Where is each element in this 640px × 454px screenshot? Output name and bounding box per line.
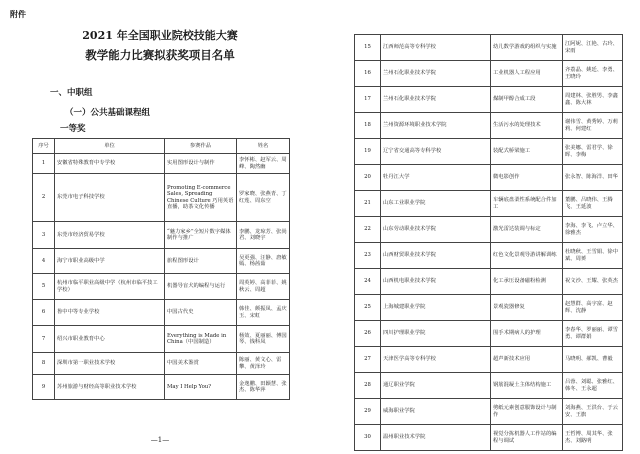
column-header-no: 序号: [33, 139, 55, 154]
row-names: 陈丽、黄文心、雷攀、黄泽玲: [237, 353, 290, 375]
row-number: 20: [355, 165, 381, 191]
document-title-line1: 2021 年全国职业院校技能大赛: [82, 29, 238, 42]
row-number: 17: [355, 87, 381, 113]
row-names: 马晓明、郝凯、曹毅: [563, 347, 623, 373]
row-unit: 温州职业技术学院: [381, 425, 491, 451]
table-row: [33, 326, 290, 353]
row-work: 车辆底盘柔性系统配合件加工: [491, 191, 563, 217]
table-row: [33, 375, 290, 400]
table-row: [355, 243, 623, 269]
row-work: 视觉分拣机器人工作站的编程与调试: [491, 425, 563, 451]
row-work: 红色文化景观导游讲解训练: [491, 243, 563, 269]
row-work: 化工承压设备磁粉检测: [491, 269, 563, 295]
row-names: 张美娜、雷君学、徐晖、李梅: [563, 139, 623, 165]
row-unit: 鲁中中等专业学校: [55, 300, 165, 326]
row-work: 围手术期病人的护理: [491, 321, 563, 347]
table-row: [355, 321, 623, 347]
row-names: 吕蓉、刘聪、张雅红、韩冬、王永超: [563, 373, 623, 399]
row-names: 张永智、陈海洋、田华: [563, 165, 623, 191]
row-names: 董鹏、吕晓伟、王腾飞、王延波: [563, 191, 623, 217]
row-unit: 杭州市临平职业高级中学（杭州市临平技工学校）: [55, 274, 165, 300]
row-number: 6: [33, 300, 55, 326]
row-number: 5: [33, 274, 55, 300]
table-row: [355, 61, 623, 87]
row-names: 谢伟雪、黄秀婷、万莉莉、何建红: [563, 113, 623, 139]
row-names: 韩佳、颜振凤、孟庆玉、宋虹: [237, 300, 290, 326]
row-unit: 江西师范高等专科学校: [381, 35, 491, 61]
table-row: [355, 269, 623, 295]
row-work: 煤制甲醇合成工段: [491, 87, 563, 113]
row-names: 王哲博、周其华、张杰、刘路明: [563, 425, 623, 451]
row-number: 28: [355, 373, 381, 399]
row-names: 李怀彬、赵军云、周峰、陶然幽: [237, 154, 290, 174]
row-work: 装配式桥梁施工: [491, 139, 563, 165]
document-title-line2: 教学能力比赛拟获奖项目名单: [85, 48, 235, 62]
row-names: 齐荔晶、姚廷、李勇、王晓玲: [563, 61, 623, 87]
row-work: 钢筋混凝土主体结构施工: [491, 373, 563, 399]
row-unit: 深圳市第一职业技术学校: [55, 353, 165, 375]
row-number: 8: [33, 353, 55, 375]
row-unit: 通辽职业学院: [381, 373, 491, 399]
table-row: [33, 274, 290, 300]
row-work: 剪纸元素创意服饰设计与制作: [491, 399, 563, 425]
row-unit: 山东工业职业学院: [381, 191, 491, 217]
row-unit: 海宁市职业高级中学: [55, 249, 165, 274]
row-work: 超声新技术应用: [491, 347, 563, 373]
row-unit: 东莞市经济贸易学校: [55, 222, 165, 249]
left-award-table: [32, 138, 290, 400]
row-number: 7: [33, 326, 55, 353]
row-unit: 上海城建职业学院: [381, 295, 491, 321]
row-number: 4: [33, 249, 55, 274]
attachment-label: 附件: [10, 9, 26, 19]
row-number: 27: [355, 347, 381, 373]
right-award-table: [354, 34, 623, 451]
row-number: 24: [355, 269, 381, 295]
row-work: 生活污水的处理技术: [491, 113, 563, 139]
row-names: 赵慧群、高宇富、赵辉、沈静: [563, 295, 623, 321]
row-unit: 辽宁省交通高等专科学校: [381, 139, 491, 165]
row-names: 刘海燕、王洪台、于云安、王旗: [563, 399, 623, 425]
row-work: “魅力家乡”全短片数字媒体制作与推广: [165, 222, 237, 249]
table-row: [355, 191, 623, 217]
table-row: [355, 217, 623, 243]
row-names: 李春华、罗丽丽、谭雪勇、谭群娟: [563, 321, 623, 347]
row-work: 旅程图形设计: [165, 249, 237, 274]
row-unit: 山西机电职业技术学院: [381, 269, 491, 295]
row-number: 21: [355, 191, 381, 217]
row-work: 微电影创作: [491, 165, 563, 191]
row-names: 李海、李飞、卢立华、徐雅杰: [563, 217, 623, 243]
row-unit: 威海职业学院: [381, 399, 491, 425]
table-row: [355, 399, 623, 425]
column-header-names: 姓名: [237, 139, 290, 154]
table-row: [355, 425, 623, 451]
row-work: 景观瓷器修复: [491, 295, 563, 321]
table-row: [33, 353, 290, 375]
row-unit: 兰州石化职业技术学院: [381, 61, 491, 87]
row-unit: 牡丹江大学: [381, 165, 491, 191]
row-names: 周英婷、高菲菲、姚秋云、周超: [237, 274, 290, 300]
row-names: 罗家晓、张燕青、丁红莲、周东空: [237, 174, 290, 222]
section-heading: 一、中职组: [50, 88, 93, 98]
table-row: [355, 35, 623, 61]
row-number: 26: [355, 321, 381, 347]
row-names: 杨效、夏丽丽、傅国琴、钱科凤: [237, 326, 290, 353]
row-names: 祝文沙、王耀、张英杰: [563, 269, 623, 295]
row-work: 实用图形设计与制作: [165, 154, 237, 174]
row-unit: 天津医学高等专科学校: [381, 347, 491, 373]
page-number: —1—: [150, 436, 170, 444]
row-number: 9: [33, 375, 55, 400]
table-row: [355, 373, 623, 399]
row-unit: 四川护理职业学院: [381, 321, 491, 347]
column-header-work: 参赛作品: [165, 139, 237, 154]
award-heading: 一等奖: [60, 124, 86, 134]
table-row: [33, 154, 290, 174]
row-work: 中国美术鉴赏: [165, 353, 237, 375]
row-names: 周建林、张胜男、李鑫鑫、陈大林: [563, 87, 623, 113]
table-row: [355, 113, 623, 139]
row-work: 工业机器人工程应用: [491, 61, 563, 87]
row-number: 15: [355, 35, 381, 61]
row-number: 3: [33, 222, 55, 249]
row-names: 吴更强、汪静、唐敏嫣、杨茜茹: [237, 249, 290, 274]
column-header-unit: 单位: [55, 139, 165, 154]
table-row: [355, 139, 623, 165]
row-unit: 山东劳动职业技术学院: [381, 217, 491, 243]
row-names: 杜晓秋、王雪娟、徐中斌、周赟: [563, 243, 623, 269]
row-number: 29: [355, 399, 381, 425]
row-number: 19: [355, 139, 381, 165]
subsection-heading: （一）公共基础课程组: [65, 108, 151, 118]
row-number: 1: [33, 154, 55, 174]
row-unit: 东莞市电子科技学校: [55, 174, 165, 222]
row-number: 2: [33, 174, 55, 222]
row-work: Everything is Made in China（中国制造）: [165, 326, 237, 353]
row-number: 30: [355, 425, 381, 451]
row-number: 22: [355, 217, 381, 243]
row-names: 江阿妮、江艳、古玲、宋雨: [563, 35, 623, 61]
row-number: 18: [355, 113, 381, 139]
row-work: May I Help You?: [165, 375, 237, 400]
row-unit: 兰州石化职业技术学院: [381, 87, 491, 113]
row-unit: 苏州旅游与财经高等职业技术学校: [55, 375, 165, 400]
table-row: [355, 165, 623, 191]
table-row: [33, 174, 290, 222]
row-names: 金逸鹏、田颖慧、张杰、陈华萍: [237, 375, 290, 400]
table-header-row: [33, 139, 290, 154]
row-work: 机器导盲犬的编程与运行: [165, 274, 237, 300]
row-work: 幼儿数学游戏的组织与实施: [491, 35, 563, 61]
row-number: 16: [355, 61, 381, 87]
right-page: [320, 0, 640, 454]
table-row: [355, 347, 623, 373]
table-row: [355, 295, 623, 321]
row-unit: 安徽省特殊教育中专学校: [55, 154, 165, 174]
table-row: [355, 87, 623, 113]
row-work: 激光雷达装调与标定: [491, 217, 563, 243]
row-names: 李鹏、龙琼芳、张尚君、刘晓宇: [237, 222, 290, 249]
row-work: Promoting E-commerce Sales, Spreading Chinese Culture 巧用英语直播，助茶文化传播: [165, 174, 237, 222]
table-row: [33, 300, 290, 326]
row-unit: 山西财贸职业技术学院: [381, 243, 491, 269]
table-row: [33, 222, 290, 249]
table-row: [33, 249, 290, 274]
row-work: 中国古代史: [165, 300, 237, 326]
row-unit: 绍兴市职业教育中心: [55, 326, 165, 353]
row-number: 23: [355, 243, 381, 269]
row-unit: 兰州资源环境职业技术学院: [381, 113, 491, 139]
row-number: 25: [355, 295, 381, 321]
